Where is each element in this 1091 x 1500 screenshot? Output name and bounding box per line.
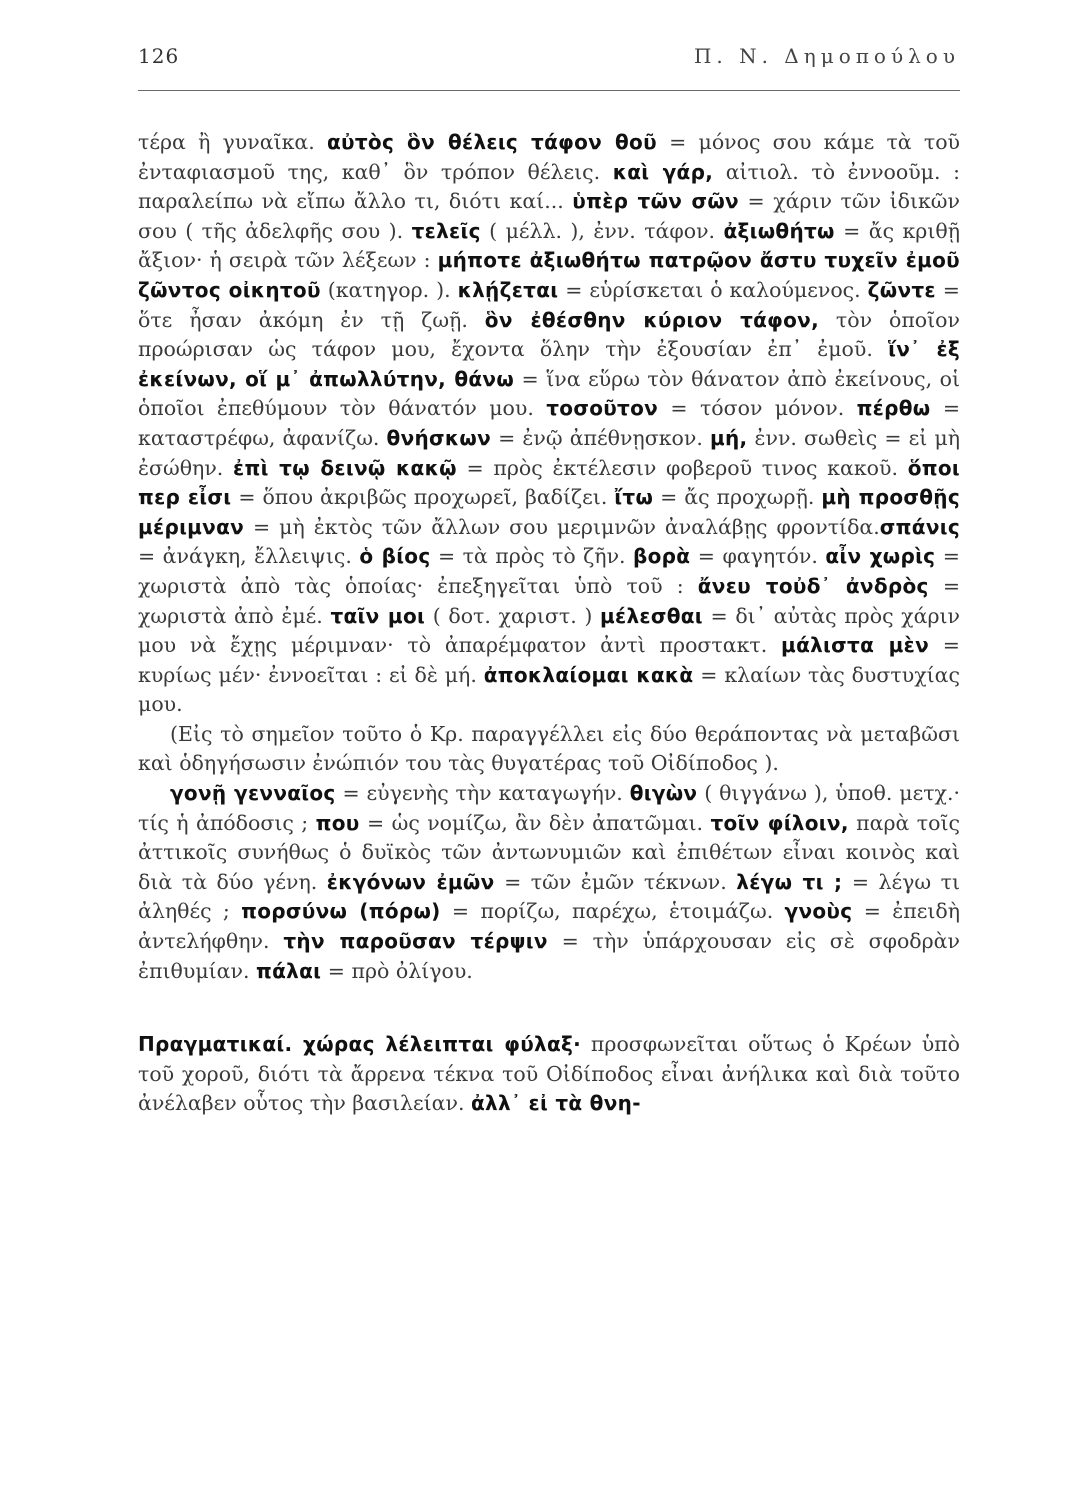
lemma: ἀλλ᾽ εἰ τὰ θνη- — [471, 1091, 641, 1116]
gloss: = κλαίων τὰς δυστυχίας μου. — [138, 662, 960, 717]
lemma: βορὰ — [633, 544, 691, 569]
gloss: = πρὸ ὀλίγου. — [321, 958, 473, 983]
gloss: = κυρίως μέν· ἐννοεῖται : εἰ δὲ μή. — [138, 633, 960, 687]
lemma: μήποτε ἀξιωθήτω πατρῷον ἄστυ τυχεῖν ἐμοῦ ζῶντος οἰκητοῦ — [138, 248, 960, 302]
lemma: ἵν᾽ ἐξ ἐκείνων, οἵ μ᾽ ἀπωλλύτην, θάνω — [138, 337, 960, 391]
lemma: μέλεσθαι — [600, 603, 703, 628]
lemma: ταῖν μοι — [330, 603, 426, 628]
lemma: θιγὼν — [629, 781, 698, 806]
lemma: πέρθω — [856, 396, 931, 421]
lemma: ὃν ἐθέσθην κύριον τάφον, — [484, 307, 819, 332]
gloss: = καταστρέφω, ἀφανίζω. — [138, 396, 960, 450]
lemma: πάλαι — [256, 958, 322, 983]
gloss: = ὅπου ἀκριβῶς προχωρεῖ, βαδίζει. — [231, 485, 615, 510]
gloss: = πρὸς ἐκτέλεσιν φοβεροῦ τινος κακοῦ. — [456, 455, 908, 480]
gloss: = μὴ ἐκτὸς τῶν ἄλλων σου μεριμνῶν ἀναλάβῃς φροντίδα. — [244, 514, 880, 539]
lemma: που — [315, 810, 360, 835]
gloss: = ἀνάγκη, ἔλλειψις. — [138, 544, 360, 569]
lemma: μάλιστα μὲν — [781, 633, 930, 658]
page-number: 126 — [138, 44, 180, 68]
running-head: Π. Ν. Δημοπούλου — [693, 44, 960, 68]
lemma: τοῖν φίλοιν, — [710, 810, 849, 835]
gloss: αἰτιολ. τὸ ἐννοοῦμ. : παραλείπω νὰ εἴπω ἄλλο τι, διότι καί... — [138, 159, 960, 214]
lemma: ὁ βίος — [359, 544, 431, 569]
gloss: τέρα ἢ γυναῖκα. — [138, 130, 327, 154]
gloss: = ἄς προχωρῇ. — [653, 485, 822, 510]
lemma: ἐκγόνων ἐμῶν — [326, 869, 495, 894]
gloss: (Εἰς τὸ σημεῖον τοῦτο ὁ Κρ. παραγγέλλει εἰς δύο θεράποντας νὰ μεταβῶσι καὶ ὁδηγήσωσιν ἐνώπιόν του τὰς θυγατέρας τοῦ Οἰδίποδος ). — [138, 721, 960, 776]
lemma: κλῄζεται — [457, 277, 559, 302]
gloss: παρὰ τοῖς ἀττικοῖς συνήθως ὁ δυϊκὸς τῶν ἀντωνυμιῶν καὶ ἐπιθέτων εἶναι κοινὸς καὶ διὰ τὰ δύο γένη. — [138, 810, 960, 894]
gloss: = λέγω τι ἀληθές ; — [138, 869, 960, 924]
gloss: = ἐνῷ ἀπέθνῃσκον. — [491, 425, 710, 450]
lemma: γνοὺς — [784, 899, 853, 924]
gloss: = ὅτε ἦσαν ἀκόμη ἐν τῇ ζωῇ. — [138, 277, 960, 332]
lemma: τοσοῦτον — [546, 396, 659, 421]
lemma: ἀξιωθήτω — [723, 218, 835, 243]
paragraph-stage-note — [138, 720, 960, 779]
gloss: = δι᾽ αὐτὰς πρὸς χάριν μου νὰ ἔχῃς μέριμναν· τὸ ἀπαρέμφατον ἀντὶ προστακτ. — [138, 603, 960, 658]
gloss: = τῶν ἐμῶν τέκνων. — [494, 869, 737, 894]
gloss: = ἵνα εὕρω τὸν θάνατον ἀπὸ ἐκείνους, οἱ ὁποῖοι ἐπεθύμουν τὸν θάνατόν μου. — [138, 366, 960, 421]
lemma: αἶν χωρὶς — [825, 544, 936, 569]
gloss: = ὡς νομίζω, ἂν δὲν ἀπατῶμαι. — [359, 810, 711, 835]
section-gap — [138, 986, 960, 1030]
gloss: = χωριστὰ ἀπὸ τὰς ὁποίας· ἐπεξηγεῖται ὑπὸ τοῦ : — [138, 544, 960, 598]
lemma: αὐτὸς ὃν θέλεις τάφον θοῦ — [327, 130, 657, 154]
lemma: πορσύνω (πόρω) — [241, 899, 441, 924]
gloss: = χωριστὰ ἀπὸ ἐμέ. — [138, 573, 961, 628]
gloss: = χάριν τῶν ἰδικῶν σου ( τῆς ἀδελφῆς σου ). — [138, 189, 960, 243]
page-header — [138, 44, 960, 84]
gloss: (κατηγορ. ). — [320, 277, 458, 302]
gloss: = τὰ πρὸς τὸ ζῆν. — [430, 544, 634, 569]
lemma: λέγω τι ; — [736, 869, 843, 894]
gloss: τὸν ὁποῖον προώρισαν ὡς τάφον μου, ἔχοντα ὅλην τὴν ἐξουσίαν ἐπ᾽ ἐμοῦ. — [138, 307, 960, 362]
gloss: = ἐπειδὴ ἀντελήφθην. — [138, 899, 960, 954]
lemma: Πραγματικαί. χώρας λέλειπται φύλαξ· — [138, 1032, 582, 1057]
paragraph-pragmatikai — [138, 1030, 960, 1119]
lemma: ζῶντε — [867, 277, 936, 302]
lemma: καὶ γάρ, — [612, 159, 714, 184]
gloss: = φαγητόν. — [690, 544, 826, 569]
lemma: σπάνις — [879, 514, 960, 539]
lemma: θνήσκων — [386, 425, 492, 450]
gloss: ἐνν. σωθεὶς = εἰ μὴ ἐσώθην. — [138, 425, 960, 480]
lemma: ὑπὲρ τῶν σῶν — [572, 189, 739, 214]
lemma: ἐπὶ τῳ δεινῷ κακῷ — [233, 455, 457, 480]
lemma: ἄνευ τοὐδ᾽ ἀνδρὸς — [697, 573, 929, 598]
lemma: μὴ προσθῇς μέριμναν — [138, 485, 960, 539]
header-rule — [138, 90, 960, 91]
gloss: = μόνος σου κάμε τὰ τοῦ ἐνταφιασμοῦ της, καθ᾽ ὃν τρόπον θέλεις. — [138, 130, 961, 184]
gloss: ( θιγγάνω ), ὑποθ. μετχ.· τίς ἡ ἀπόδοσις ; — [138, 781, 960, 835]
lemma: ἴτω — [614, 485, 654, 510]
gloss: = τόσον μόνον. — [658, 396, 857, 421]
gloss: ( δοτ. χαριστ. ) — [425, 603, 600, 628]
paragraph-notes-2 — [138, 779, 960, 986]
lemma: τὴν παροῦσαν τέρψιν — [283, 929, 548, 954]
gloss: = πορίζω, παρέχω, ἑτοιμάζω. — [440, 899, 785, 924]
gloss: προσφωνεῖται οὕτως ὁ Κρέων ὑπὸ τοῦ χοροῦ, διότι τὰ ἄρρενα τέκνα τοῦ Οἰδίποδος εἶναι ἀνήλικα καὶ διὰ τοῦτο ἀνέλαβεν οὗτος τὴν βασιλείαν. — [138, 1032, 961, 1116]
lemma: τελεῖς — [411, 218, 481, 243]
paragraph-notes-1 — [138, 128, 960, 720]
commentary-text — [138, 128, 960, 1119]
gloss: = τὴν ὑπάρχουσαν εἰς σὲ σφοδρὰν ἐπιθυμίαν. — [138, 929, 960, 983]
gloss: ( μέλλ. ), ἐνν. τάφον. — [480, 218, 724, 243]
gloss: = εὑρίσκεται ὁ καλούμενος. — [558, 277, 868, 302]
gloss: = ἄς κριθῇ ἄξιον· ἡ σειρὰ τῶν λέξεων : — [138, 218, 961, 273]
lemma: ἀποκλαίομαι κακὰ — [483, 662, 694, 687]
gloss: = εὐγενὴς τὴν καταγωγήν. — [335, 781, 630, 806]
lemma: γονῇ γενναῖος — [170, 781, 336, 806]
lemma: ὅποι περ εἶσι — [138, 455, 960, 510]
lemma: μή, — [709, 425, 748, 450]
